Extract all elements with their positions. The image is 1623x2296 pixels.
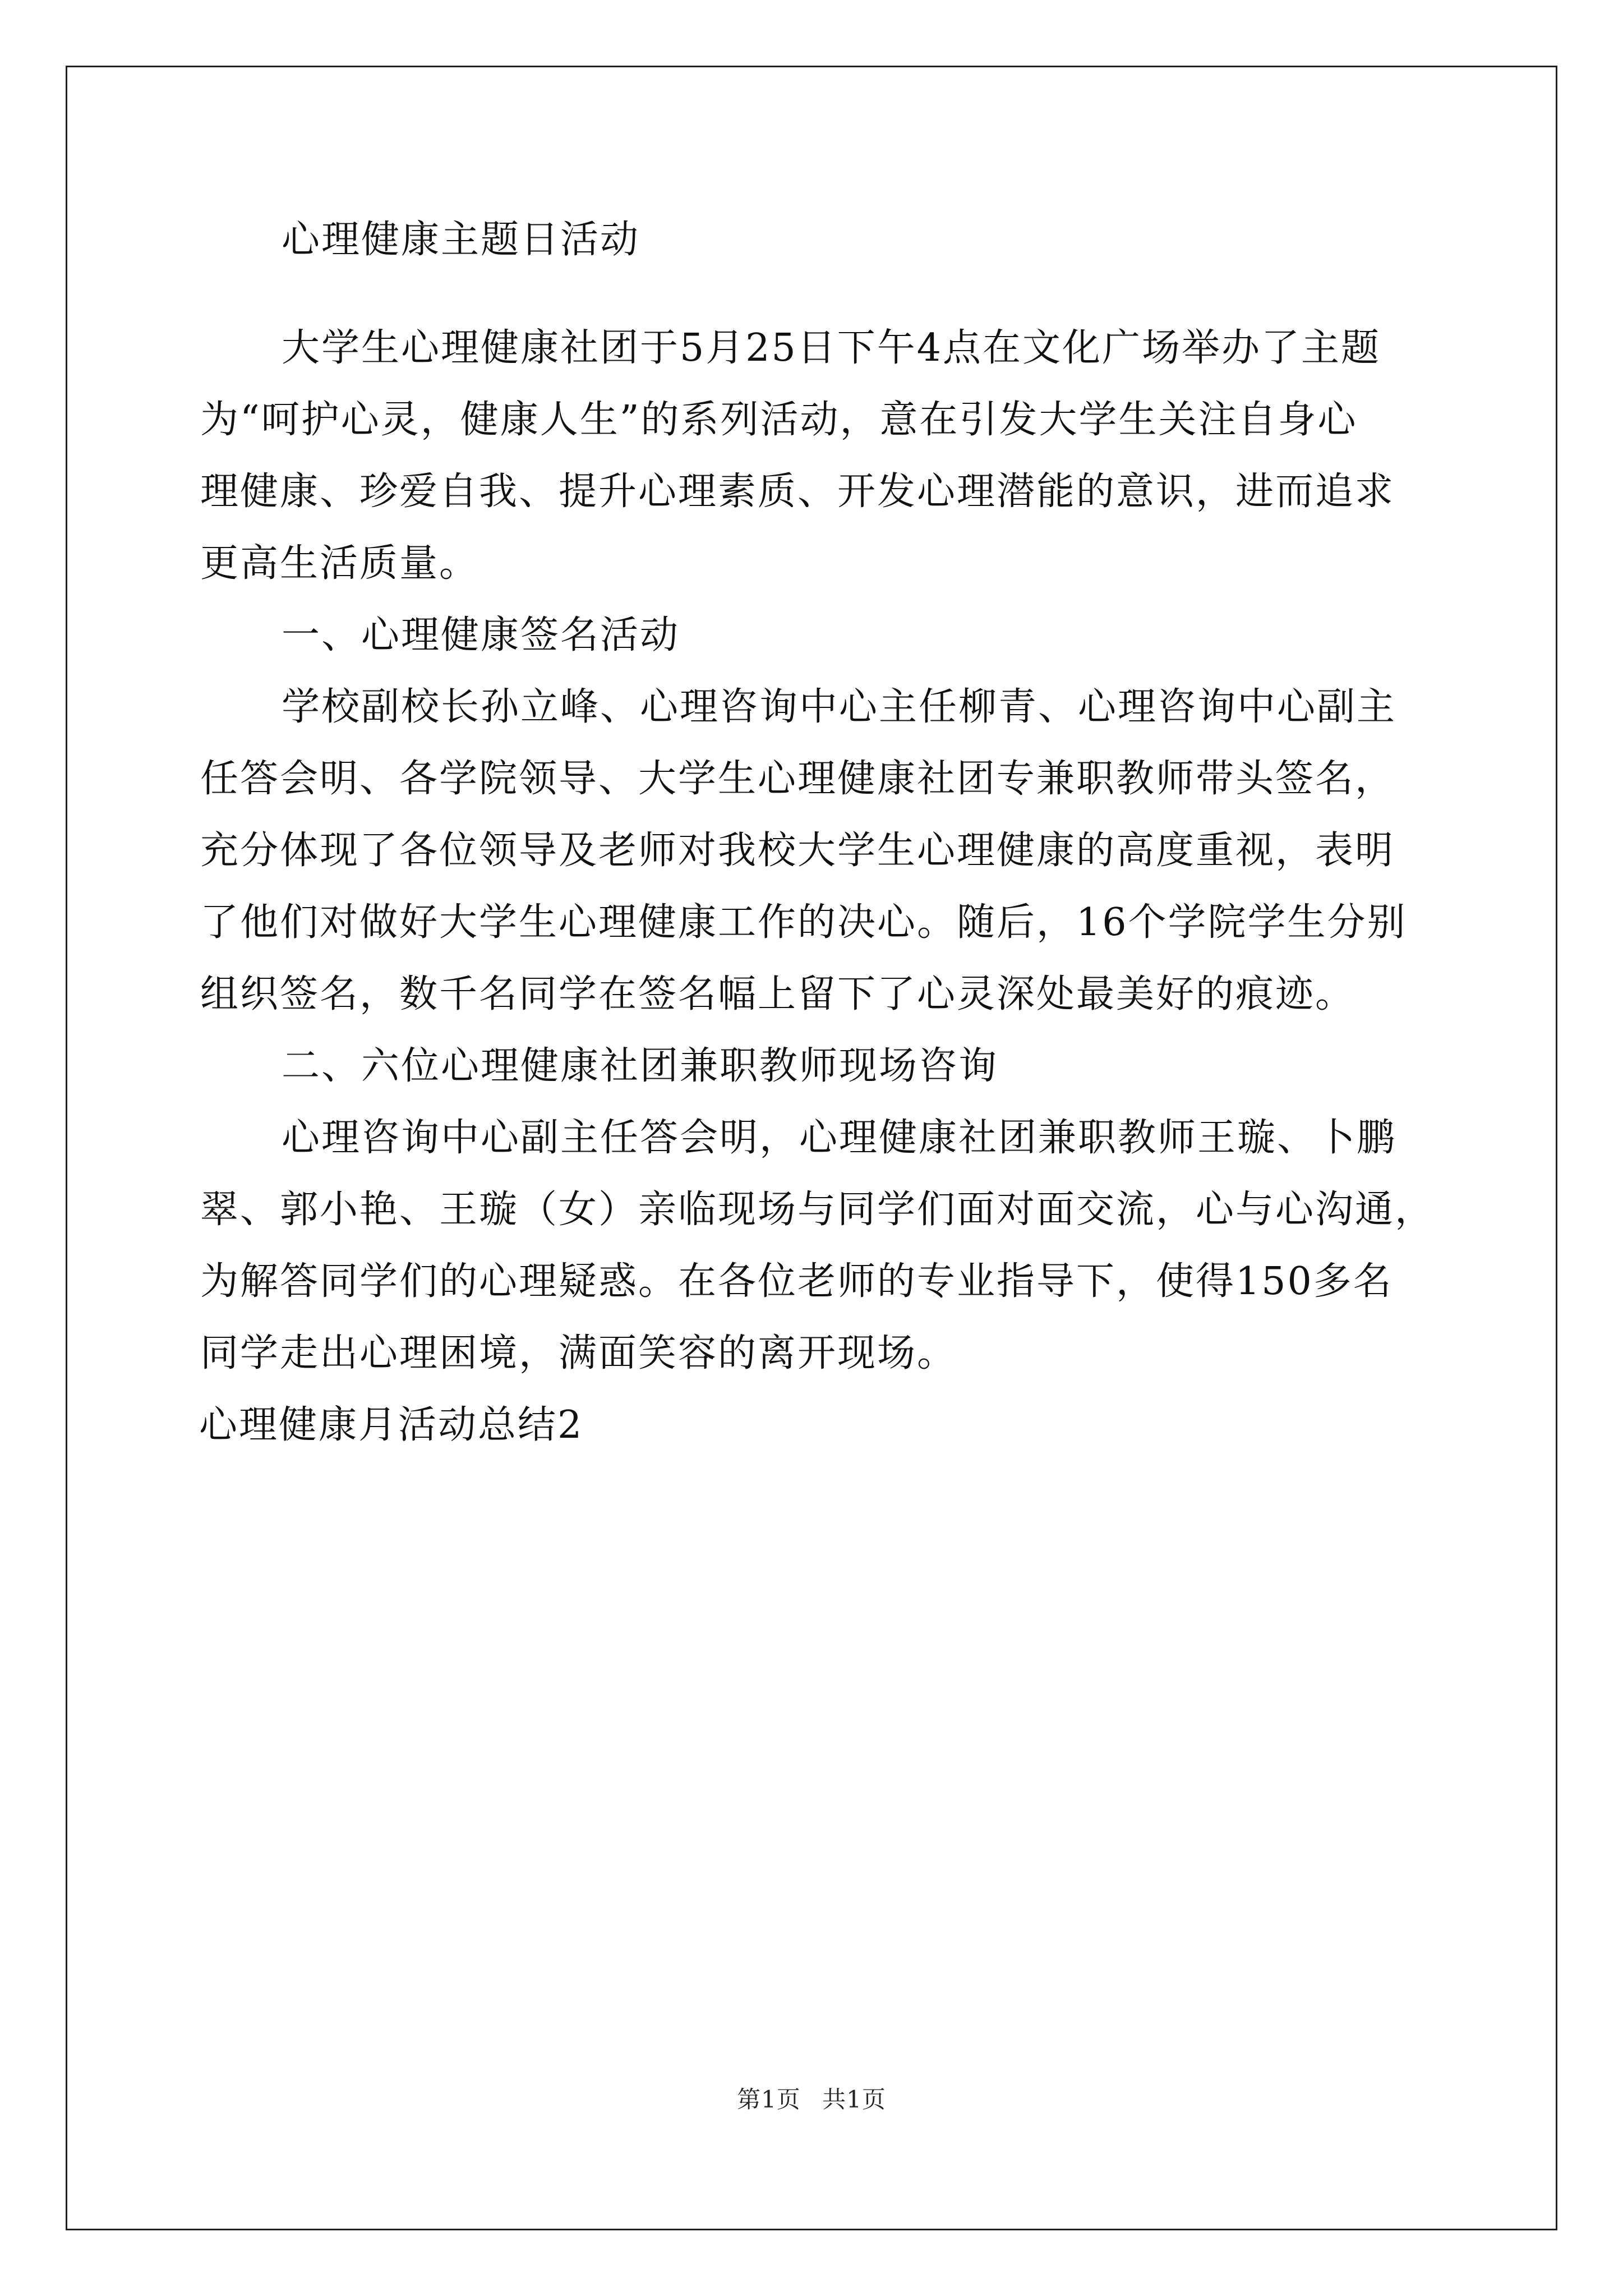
paragraph-2-line-4: 了他们对做好大学生心理健康工作的决心。随后，16个学院学生分别 (200, 900, 1407, 945)
paragraph-3-line-3: 为解答同学们的心理疑惑。在各位老师的专业指导下，使得150多名 (200, 1259, 1393, 1304)
paragraph-2-line-5: 组织签名，数千名同学在签名幅上留下了心灵深处最美好的痕迹。 (200, 972, 1355, 1016)
paragraph-3-line-1: 心理咨询中心副主任答会明，心理健康社团兼职教师王璇、卜鹏 (282, 1116, 1397, 1160)
subheading-1: 一、心理健康签名活动 (282, 613, 680, 657)
paragraph-1-line-4: 更高生活质量。 (200, 541, 479, 586)
paragraph-1-line-3: 理健康、珍爱自我、提升心理素质、开发心理潜能的意识，进而追求 (200, 470, 1395, 514)
page-footer (0, 2086, 1623, 2114)
paragraph-2-line-2: 任答会明、各学院领导、大学生心理健康社团专兼职教师带头签名， (200, 757, 1395, 801)
paragraph-3-line-2: 翠、郭小艳、王璇（女）亲临现场与同学们面对面交流，心与心沟通， (200, 1188, 1435, 1232)
section-title: 心理健康月活动总结2 (199, 1403, 584, 1447)
paragraph-1-line-1: 大学生心理健康社团于5月25日下午4点在文化广场举办了主题 (282, 326, 1381, 370)
page-total: 共1页 (822, 2086, 886, 2113)
subheading-2: 二、六位心理健康社团兼职教师现场咨询 (282, 1044, 999, 1088)
paragraph-2-line-1: 学校副校长孙立峰、心理咨询中心主任柳青、心理咨询中心副主 (282, 685, 1397, 729)
paragraph-2-line-3: 充分体现了各位领导及老师对我校大学生心理健康的高度重视，表明 (200, 829, 1395, 873)
paragraph-3-line-4: 同学走出心理困境，满面笑容的离开现场。 (200, 1331, 957, 1375)
paragraph-1-line-2: 为“呵护心灵，健康人生”的系列活动，意在引发大学生关注自身心 (200, 398, 1358, 442)
page-number: 第1页 (737, 2086, 801, 2113)
document-heading: 心理健康主题日活动 (282, 218, 640, 262)
